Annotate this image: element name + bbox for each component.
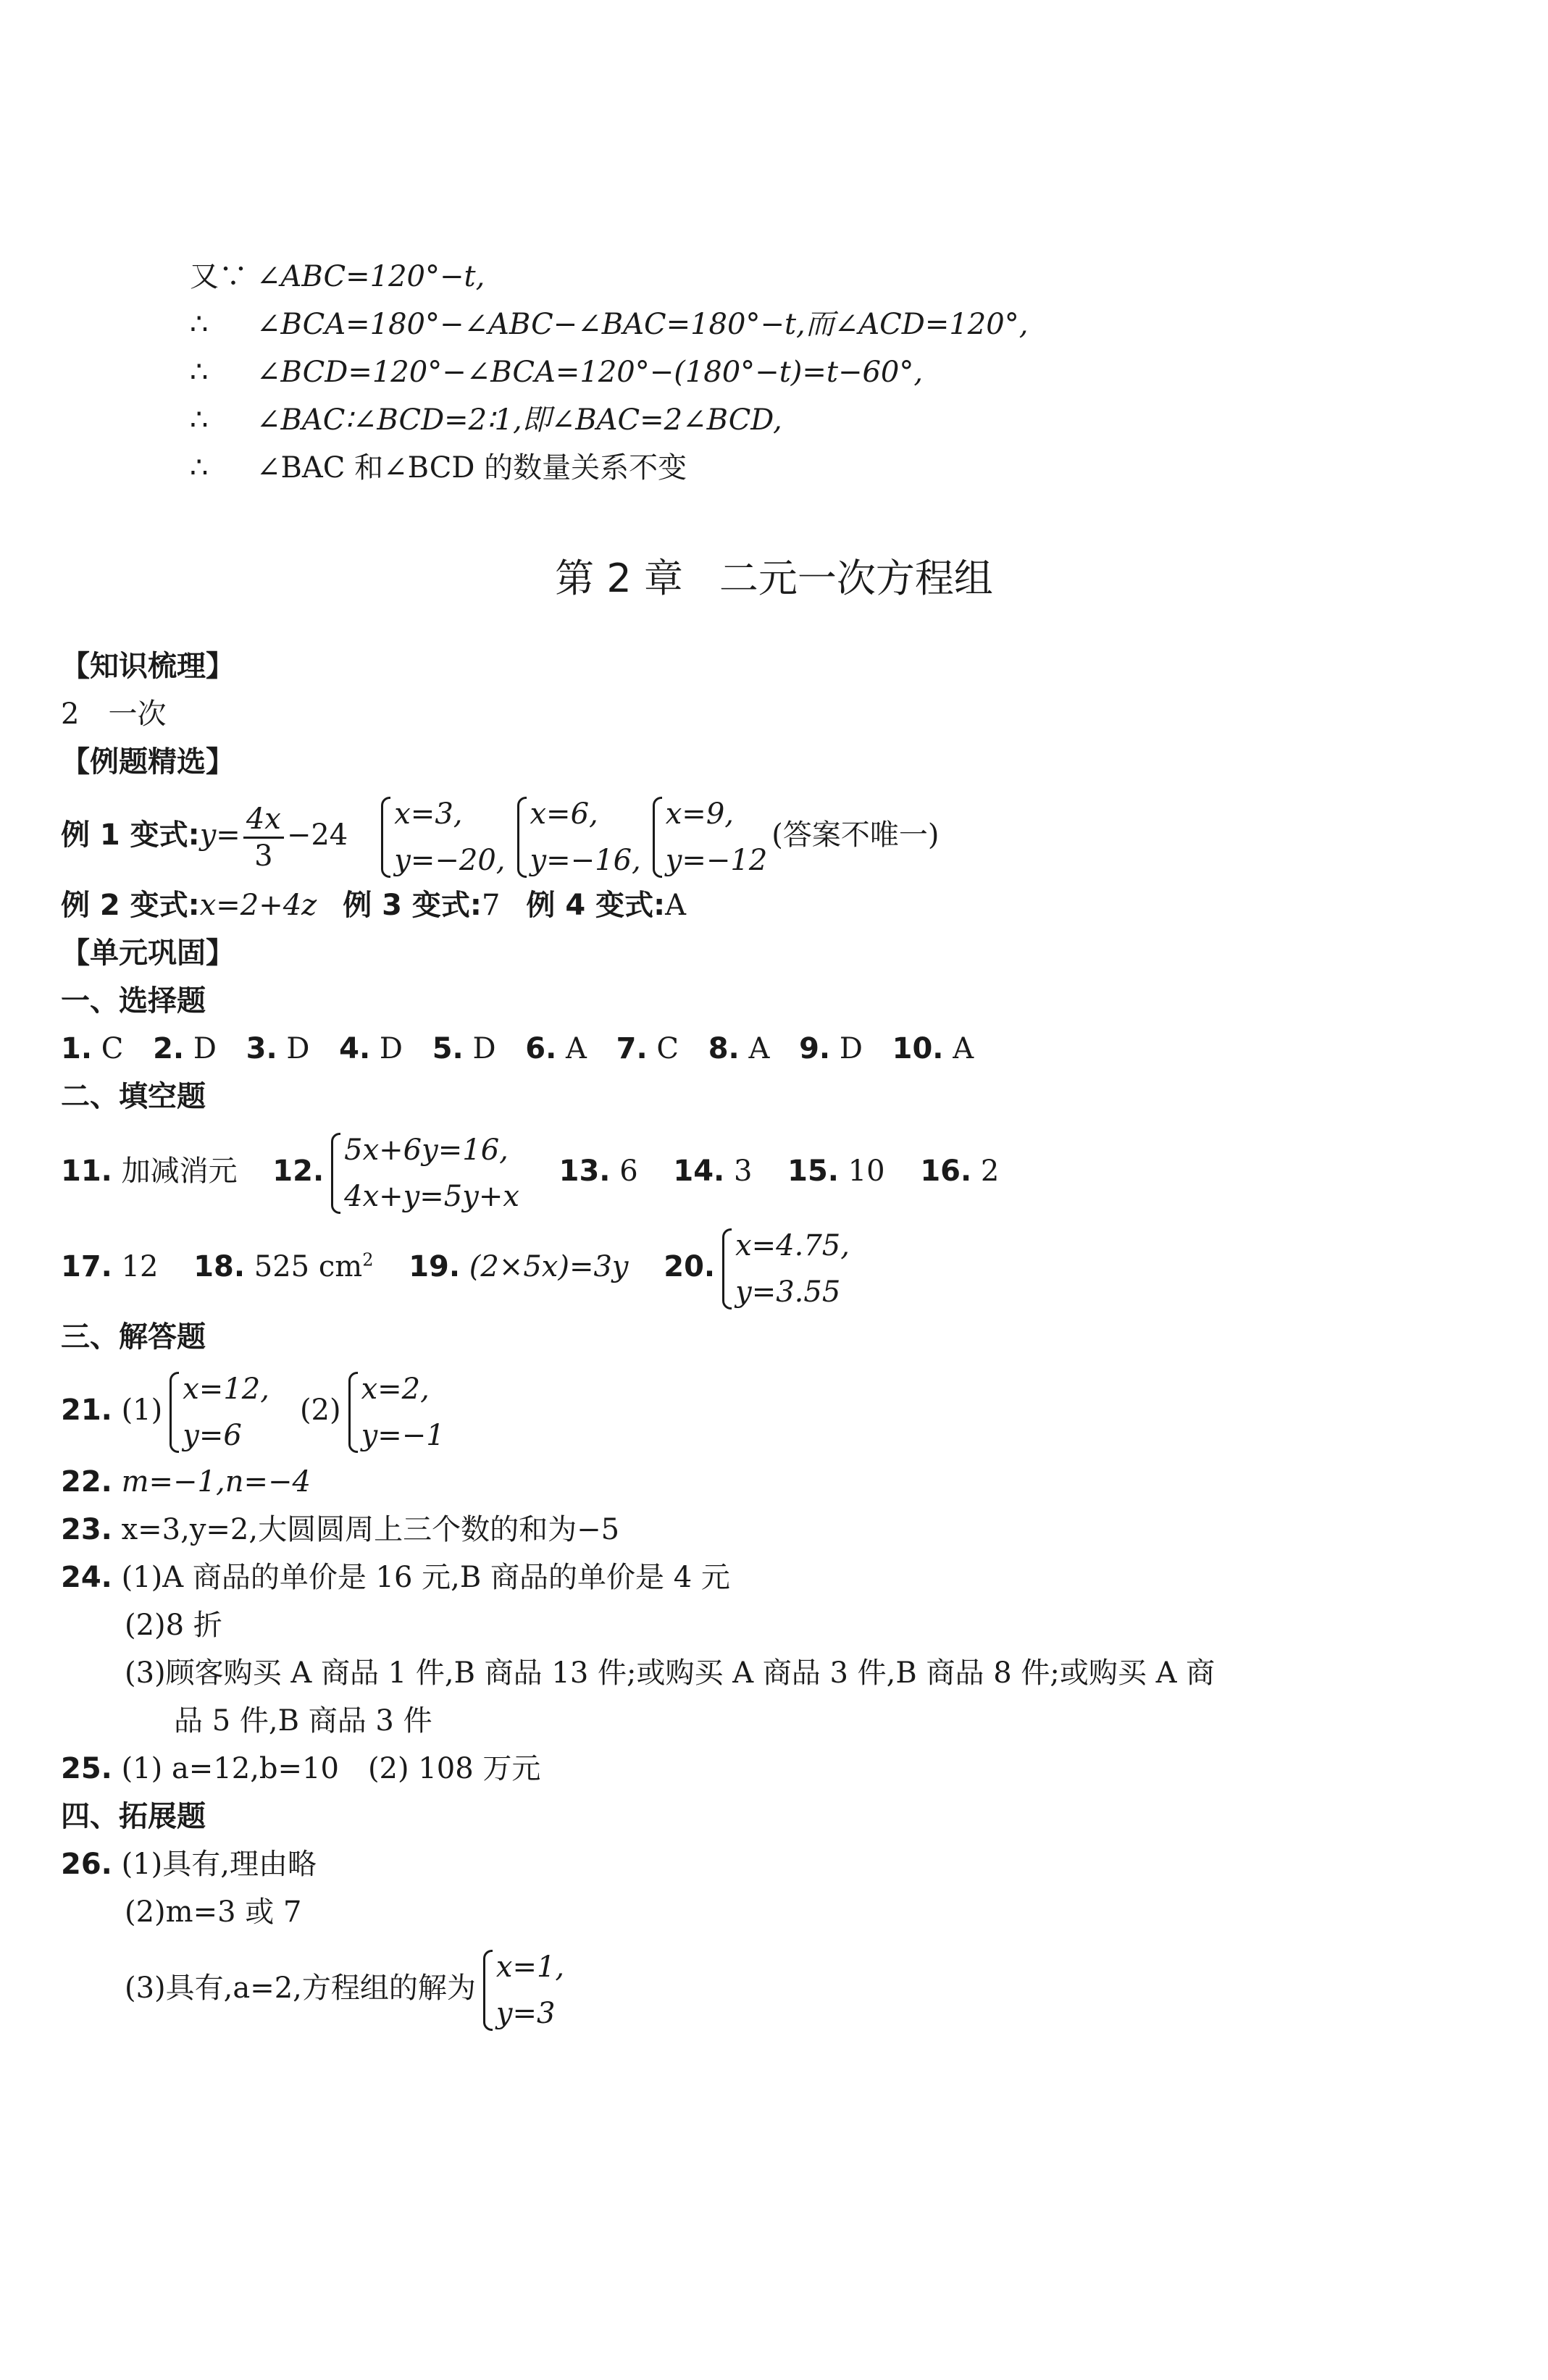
answer-26-3: (3)具有,a=2,方程组的解为 x=1, y=3 <box>125 1944 569 2037</box>
proof-line-4: ∴ ∠BAC∶∠BCD=2∶1,即∠BAC=2∠BCD, <box>190 403 782 437</box>
therefore-symbol: ∴ <box>190 451 209 485</box>
knowledge-answer: 2 一次 <box>61 697 167 731</box>
answer-24: 24. (1)A 商品的单价是 16 元,B 商品的单价是 4 元 <box>61 1561 730 1594</box>
chapter-name: 二元一次方程组 <box>719 556 993 601</box>
example-1-note: (答案不唯一) <box>771 818 940 852</box>
examples-2-4-line: 例 2 变式:x=2+4z 例 3 变式:7 例 4 变式:A <box>61 889 686 922</box>
chapter-title <box>0 548 1548 603</box>
answer-24-3: (3)顾客购买 A 商品 1 件,B 商品 13 件;或购买 A 商品 3 件,B 商品 8 件;或购买 A 商 <box>125 1656 1216 1690</box>
example-1-label: 例 1 变式: <box>61 818 200 852</box>
answer-25: 25. (1) a=12,b=10 (2) 108 万元 <box>61 1752 541 1785</box>
answer-23: 23. x=3,y=2,大圆圆周上三个数的和为−5 <box>61 1513 620 1546</box>
therefore-symbol: ∴ <box>190 403 209 437</box>
solve-heading: 三、解答题 <box>61 1320 206 1354</box>
answer-26: 26. (1)具有,理由略 <box>61 1848 317 1881</box>
choice-answers: 1. C 2. D 3. D 4. D 5. D 6. A 7. C 8. A 9. D 10. A <box>61 1032 974 1065</box>
solution-system-21-2: x=2, y=−1 <box>346 1366 445 1459</box>
fill-heading: 二、填空题 <box>61 1080 206 1113</box>
chapter-number: 第 2 章 <box>555 556 683 601</box>
example-1-line: 例 1 变式:y= $\frac{4x}{3}$ −24 x=3, y=−20, x=6, y=−16, x=9, y=−12 (答案不唯一) <box>61 791 940 884</box>
answer-24-3-cont: 品 5 件,B 商品 3 件 <box>174 1704 432 1738</box>
solution-system-3: x=9, y=−12 <box>650 791 768 884</box>
section-heading-review: 【单元巩固】 <box>61 937 235 970</box>
proof-line-1: 又∵ ∠ABC=120°−t, <box>190 260 485 293</box>
example-2-label: 例 2 变式: <box>61 889 200 922</box>
example-3-label: 例 3 变式: <box>343 889 482 922</box>
solution-system-20: x=4.75, y=3.55 <box>719 1223 850 1315</box>
solution-system-2: x=6, y=−16, <box>514 791 641 884</box>
therefore-symbol: 又∵ <box>190 260 248 293</box>
proof-line-2: ∴ ∠BCA=180°−∠ABC−∠BAC=180°−t,而∠ACD=120°, <box>190 308 1029 341</box>
solution-system-1: x=3, y=−20, <box>378 791 505 884</box>
answer-24-2: (2)8 折 <box>125 1609 222 1642</box>
proof-line-5: ∴ ∠BAC 和∠BCD 的数量关系不变 <box>190 451 687 485</box>
therefore-symbol: ∴ <box>190 308 209 341</box>
solution-system-21-1: x=12, y=6 <box>167 1366 269 1459</box>
solution-system-26: x=1, y=3 <box>480 1944 564 2037</box>
answer-26-2: (2)m=3 或 7 <box>125 1895 302 1929</box>
choice-heading: 一、选择题 <box>61 984 206 1018</box>
section-heading-examples: 【例题精选】 <box>61 745 235 779</box>
fraction: $\frac{4x}{3}$ <box>243 802 284 873</box>
proof-line-3: ∴ ∠BCD=120°−∠BCA=120°−(180°−t)=t−60°, <box>190 356 924 389</box>
answer-22: 22. m=−1,n=−4 <box>61 1465 311 1499</box>
equation-system-12: 5x+6y=16, 4x+y=5y+x <box>328 1127 519 1220</box>
answer-21: 21. (1) x=12, y=6 (2) x=2, y=−1 <box>61 1366 449 1459</box>
section-heading-knowledge: 【知识梳理】 <box>61 650 235 683</box>
extend-heading: 四、拓展题 <box>61 1800 206 1833</box>
fill-line-11-16: 11. 加减消元 12. 5x+6y=16, 4x+y=5y+x 13. 6 14. 3 15. 10 16. 2 <box>61 1127 999 1220</box>
fill-line-17-20: 17. 12 18. 525 $cm^2$ 19. (2×5x)=3y 20. x=4.75, y=3.55 <box>61 1223 854 1315</box>
therefore-symbol: ∴ <box>190 356 209 389</box>
example-4-label: 例 4 变式: <box>526 889 666 922</box>
